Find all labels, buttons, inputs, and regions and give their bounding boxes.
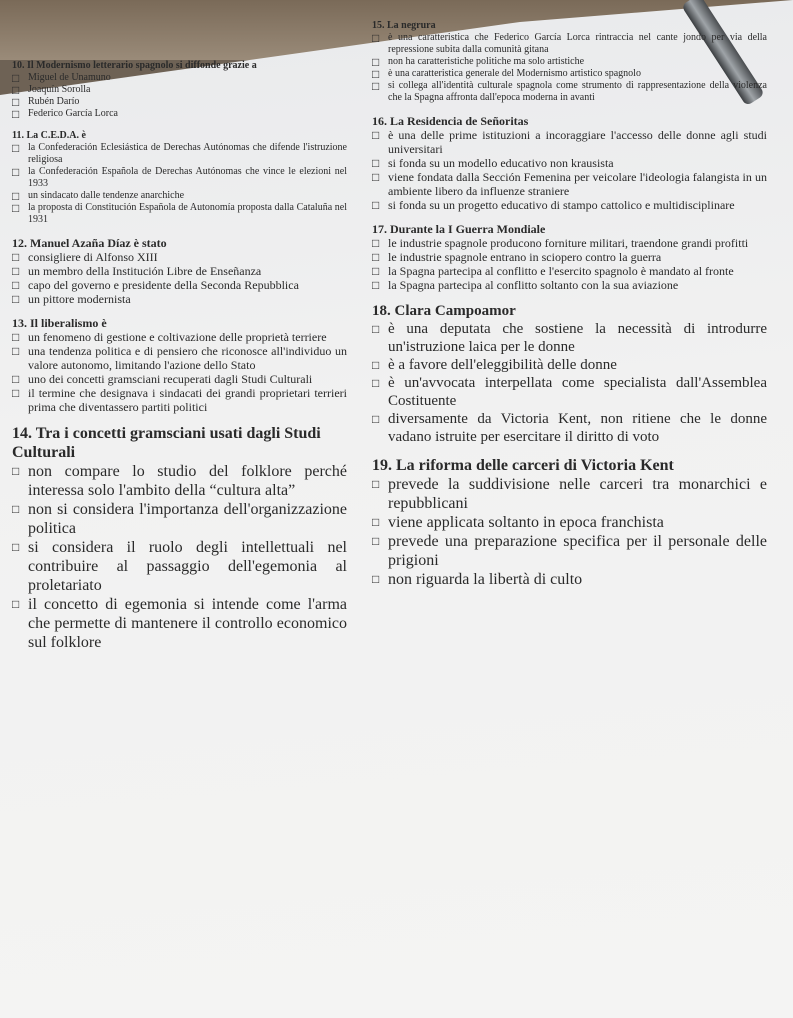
- answer-option-text: Rubén Darío: [28, 96, 80, 107]
- checkbox-icon[interactable]: □: [372, 156, 380, 170]
- answer-option-text: viene applicata soltanto in epoca franchista: [388, 514, 664, 531]
- checkbox-icon[interactable]: □: [12, 189, 20, 203]
- answer-option-text: non ha caratteristiche politiche ma solo artistiche: [388, 56, 585, 67]
- answer-option[interactable]: [372, 32, 767, 56]
- checkbox-icon[interactable]: □: [372, 572, 380, 586]
- checkbox-icon[interactable]: □: [372, 534, 380, 548]
- checkbox-icon[interactable]: □: [12, 502, 20, 516]
- answer-option-text: non si considera l'importanza dell'organizzazione politica: [28, 501, 347, 537]
- answer-option[interactable]: [372, 250, 767, 264]
- answer-option[interactable]: [12, 96, 347, 108]
- answer-option-text: prevede una preparazione specifica per il personale delle prigioni: [388, 533, 767, 569]
- answer-option-text: diversamente da Victoria Kent, non ritiene che le donne vadano istruite per esercitare il diritto di voto: [388, 411, 767, 445]
- answer-option-text: si collega all'identità culturale spagnola come strumento di rappresentazione della violenza che la Spagna affronta dall'epoca moderna in avanti: [388, 80, 767, 103]
- answer-option-text: è una caratteristica che Federico García Lorca rintraccia nel cante jondo per via della repressione subita dalla comunità gitana: [388, 32, 767, 55]
- answer-option[interactable]: [12, 372, 347, 386]
- answer-option-text: capo del governo e presidente della Seconda Repubblica: [28, 278, 299, 292]
- answer-option-text: è una deputata che sostiene la necessità di introdurre un'istruzione laica per le donne: [388, 321, 767, 355]
- answer-option-text: le industrie spagnole producono forniture militari, traendone grandi profitti: [388, 236, 749, 250]
- answer-option[interactable]: [12, 166, 347, 190]
- answer-option[interactable]: [372, 278, 767, 292]
- answer-option-text: viene fondata dalla Sección Femenina per veicolare l'ideologia falangista in un ambiente libero da influenze straniere: [388, 170, 767, 198]
- question-title: 14. Tra i concetti gramsciani usati dagli Studi Culturali: [12, 425, 321, 461]
- answer-option-text: è una caratteristica generale del Modernismo artistico spagnolo: [388, 68, 641, 79]
- answer-option-text: consigliere di Alfonso XIII: [28, 250, 158, 264]
- answer-option-text: il concetto di egemonia si intende come l'arma che permette di mantenere il controllo economico sul folklore: [28, 596, 347, 651]
- checkbox-icon[interactable]: □: [12, 264, 20, 278]
- answer-option[interactable]: [372, 475, 767, 513]
- answer-option-text: uno dei concetti gramsciani recuperati dagli Studi Culturali: [28, 372, 313, 386]
- answer-option[interactable]: [12, 72, 347, 84]
- checkbox-icon[interactable]: □: [12, 372, 20, 386]
- answer-option[interactable]: [12, 250, 347, 264]
- answer-option[interactable]: [372, 56, 767, 68]
- answer-option-text: si fonda su un progetto educativo di stampo cattolico e multidisciplinare: [388, 198, 735, 212]
- question-q16: [372, 114, 767, 212]
- answer-option[interactable]: [372, 374, 767, 410]
- checkbox-icon[interactable]: □: [372, 376, 380, 390]
- checkbox-icon[interactable]: □: [12, 292, 20, 306]
- question-title: 10. Il Modernismo letterario spagnolo si diffonde grazie a: [12, 60, 257, 71]
- checkbox-icon[interactable]: □: [12, 141, 20, 155]
- answer-option-text: la Confederación Eclesiástica de Derechas Autónomas che difende l'istruzione religiosa: [28, 142, 347, 165]
- checkbox-icon[interactable]: □: [372, 477, 380, 491]
- checkbox-icon[interactable]: □: [372, 170, 380, 184]
- checkbox-icon[interactable]: □: [12, 201, 20, 215]
- answer-option-text: Joaquín Sorolla: [28, 84, 91, 95]
- answer-option[interactable]: [372, 410, 767, 446]
- answer-option-text: è un'avvocata interpellata come specialista dall'Assemblea Costituente: [388, 375, 767, 409]
- checkbox-icon[interactable]: □: [372, 55, 380, 69]
- answer-option[interactable]: [12, 462, 347, 500]
- answer-option-text: una tendenza politica e di pensiero che riconosce all'individuo un valore autonomo, limitando l'azione dello Stato: [28, 344, 347, 372]
- answer-option-text: le industrie spagnole entrano in sciopero contro la guerra: [388, 250, 662, 264]
- question-title: 18. Clara Campoamor: [372, 303, 516, 319]
- question-title: 11. La C.E.D.A. è: [12, 130, 86, 141]
- answer-option[interactable]: [12, 344, 347, 372]
- checkbox-icon[interactable]: □: [12, 540, 20, 554]
- checkbox-icon[interactable]: □: [12, 386, 20, 400]
- checkbox-icon[interactable]: □: [372, 322, 380, 336]
- answer-option[interactable]: [372, 128, 767, 156]
- answer-option-text: è una delle prime istituzioni a incoraggiare l'accesso delle donne agli studi universitari: [388, 128, 767, 156]
- question-q14: [12, 424, 347, 652]
- answer-option[interactable]: [372, 156, 767, 170]
- answer-option[interactable]: [372, 236, 767, 250]
- checkbox-icon[interactable]: □: [372, 358, 380, 372]
- checkbox-icon[interactable]: □: [12, 597, 20, 611]
- answer-option[interactable]: [372, 80, 767, 104]
- answer-option-text: non compare lo studio del folklore perché interessa solo l'ambito della “cultura alta”: [28, 463, 347, 499]
- checkbox-icon[interactable]: □: [372, 31, 380, 45]
- checkbox-icon[interactable]: □: [372, 67, 380, 81]
- question-q18: [372, 302, 767, 446]
- checkbox-icon[interactable]: □: [372, 250, 380, 264]
- right-column: [372, 20, 767, 599]
- answer-option[interactable]: [372, 320, 767, 356]
- answer-option[interactable]: [372, 356, 767, 374]
- question-title: 13. Il liberalismo è: [12, 316, 107, 330]
- question-q10: [12, 60, 347, 120]
- checkbox-icon[interactable]: □: [372, 128, 380, 142]
- checkbox-icon[interactable]: □: [12, 278, 20, 292]
- answer-option[interactable]: [12, 190, 347, 202]
- answer-option-text: un membro della Institución Libre de Enseñanza: [28, 264, 262, 278]
- answer-option[interactable]: [372, 532, 767, 570]
- checkbox-icon[interactable]: □: [12, 83, 20, 97]
- answer-option-text: non riguarda la libertà di culto: [388, 571, 583, 588]
- question-q12: [12, 236, 347, 306]
- answer-option[interactable]: [12, 330, 347, 344]
- answer-option[interactable]: [12, 538, 347, 595]
- answer-option[interactable]: [12, 84, 347, 96]
- question-title: 17. Durante la I Guerra Mondiale: [372, 222, 546, 236]
- left-column: [12, 60, 347, 662]
- answer-option-text: la proposta di Constitución Española de Autonomía proposta dalla Cataluña nel 1931: [28, 202, 347, 225]
- answer-option[interactable]: [12, 142, 347, 166]
- answer-option-text: la Spagna partecipa al conflitto e l'esercito spagnolo è mandato al fronte: [388, 264, 734, 278]
- answer-option[interactable]: [372, 68, 767, 80]
- answer-option-text: un sindacato dalle tendenze anarchiche: [28, 190, 185, 201]
- answer-option-text: la Confederación Española de Derechas Autónomas che vince le elezioni nel 1933: [28, 166, 347, 189]
- answer-option[interactable]: [12, 264, 347, 278]
- checkbox-icon[interactable]: □: [12, 107, 20, 121]
- checkbox-icon[interactable]: □: [372, 412, 380, 426]
- question-q17: [372, 222, 767, 292]
- answer-option[interactable]: [372, 570, 767, 589]
- question-q13: [12, 316, 347, 414]
- question-title: 19. La riforma delle carceri di Victoria Kent: [372, 457, 674, 474]
- answer-option[interactable]: [12, 278, 347, 292]
- checkbox-icon[interactable]: □: [372, 515, 380, 529]
- answer-option-text: è a favore dell'eleggibilità delle donne: [388, 357, 617, 373]
- question-title: 16. La Residencia de Señoritas: [372, 114, 529, 128]
- checkbox-icon[interactable]: □: [12, 165, 20, 179]
- checkbox-icon[interactable]: □: [12, 464, 20, 478]
- checkbox-icon[interactable]: □: [12, 330, 20, 344]
- answer-option-text: Federico García Lorca: [28, 108, 118, 119]
- question-q15: [372, 20, 767, 104]
- answer-option[interactable]: [12, 292, 347, 306]
- checkbox-icon[interactable]: □: [372, 79, 380, 93]
- answer-option[interactable]: [372, 170, 767, 198]
- answer-option-text: si considera il ruolo degli intellettuali nel contribuire al passaggio dell'egemonia al proletariato: [28, 539, 347, 594]
- question-title: 15. La negrura: [372, 20, 436, 31]
- question-q11: [12, 130, 347, 226]
- answer-option-text: si fonda su un modello educativo non krausista: [388, 156, 614, 170]
- checkbox-icon[interactable]: □: [372, 198, 380, 212]
- checkbox-icon[interactable]: □: [12, 71, 20, 85]
- checkbox-icon[interactable]: □: [12, 250, 20, 264]
- answer-option-text: la Spagna partecipa al conflitto soltanto con la sua aviazione: [388, 278, 679, 292]
- checkbox-icon[interactable]: □: [12, 344, 20, 358]
- answer-option[interactable]: [372, 513, 767, 532]
- answer-option-text: Miguel de Unamuno: [28, 72, 111, 83]
- checkbox-icon[interactable]: □: [372, 278, 380, 292]
- answer-option-text: prevede la suddivisione nelle carceri tra monarchici e repubblicani: [388, 476, 767, 512]
- answer-option[interactable]: [372, 264, 767, 278]
- answer-option[interactable]: [12, 202, 347, 226]
- answer-option-text: un pittore modernista: [28, 292, 131, 306]
- question-q19: [372, 456, 767, 589]
- checkbox-icon[interactable]: □: [12, 95, 20, 109]
- answer-option-text: il termine che designava i sindacati dei grandi proprietari terrieri prima che diventassero partiti politici: [28, 386, 347, 414]
- checkbox-icon[interactable]: □: [372, 236, 380, 250]
- answer-option[interactable]: [12, 500, 347, 538]
- checkbox-icon[interactable]: □: [372, 264, 380, 278]
- question-title: 12. Manuel Azaña Díaz è stato: [12, 236, 167, 250]
- answer-option[interactable]: [12, 595, 347, 652]
- answer-option[interactable]: [12, 108, 347, 120]
- answer-option[interactable]: [372, 198, 767, 212]
- answer-option[interactable]: [12, 386, 347, 414]
- answer-option-text: un fenomeno di gestione e coltivazione delle proprietà terriere: [28, 330, 327, 344]
